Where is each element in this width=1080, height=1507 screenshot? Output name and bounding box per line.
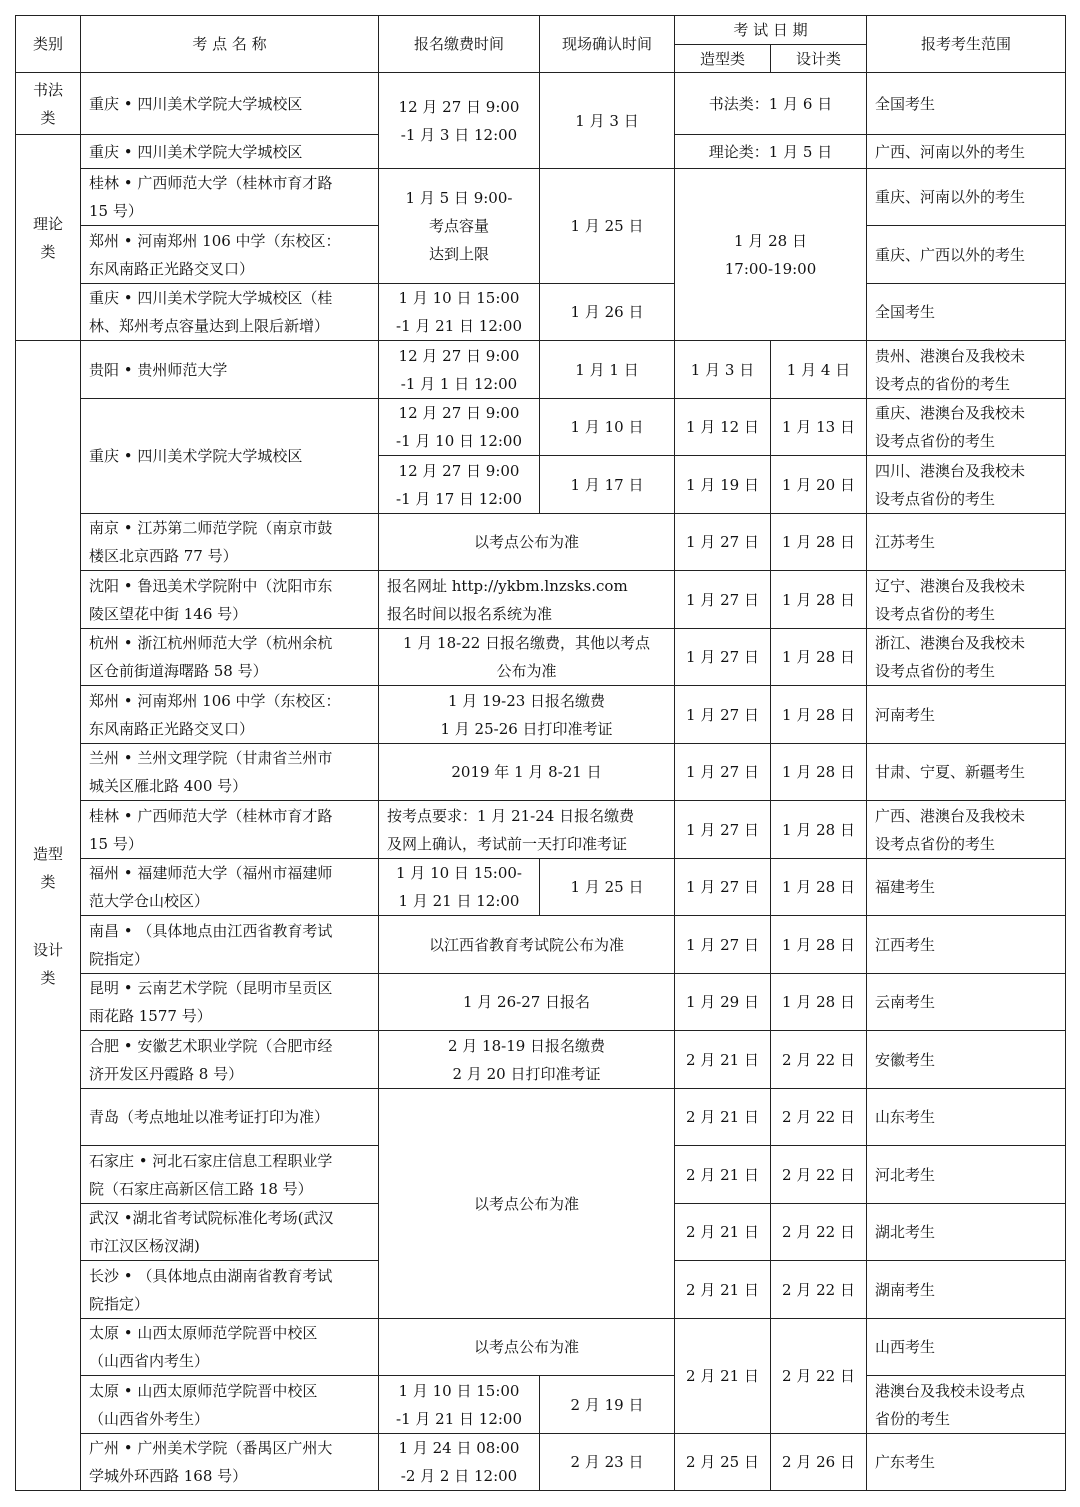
reg-time-cell: 12 月 27 日 9:00 -1 月 17 日 12:00 <box>379 456 540 514</box>
scope-cell: 河南考生 <box>867 686 1066 744</box>
exam-date-cell: 1 月 28 日 17:00-19:00 <box>675 169 867 341</box>
reg-time-cell: 1 月 5 日 9:00- 考点容量 达到上限 <box>379 169 540 284</box>
scope-cell: 贵州、港澳台及我校未 设考点的省份的考生 <box>867 341 1066 399</box>
scope-cell: 湖南考生 <box>867 1261 1066 1319</box>
scope-cell: 重庆、河南以外的考生 <box>867 169 1066 226</box>
shape-date-cell: 1 月 27 日 <box>675 744 771 801</box>
venue-cell: 贵阳 • 贵州师范大学 <box>81 341 379 399</box>
confirm-time-cell: 1 月 26 日 <box>540 284 675 341</box>
reg-time-cell: 1 月 26-27 日报名 <box>379 974 675 1031</box>
shape-date-cell: 2 月 21 日 <box>675 1319 771 1434</box>
shape-date-cell: 1 月 27 日 <box>675 629 771 686</box>
confirm-time-cell: 1 月 17 日 <box>540 456 675 514</box>
design-date-cell: 2 月 22 日 <box>771 1089 867 1146</box>
category-theory: 理论 类 <box>16 135 81 341</box>
table-row <box>16 974 1066 1031</box>
design-date-cell: 2 月 22 日 <box>771 1146 867 1204</box>
scope-cell: 港澳台及我校未设考点 省份的考生 <box>867 1376 1066 1434</box>
design-date-cell: 1 月 20 日 <box>771 456 867 514</box>
venue-cell: 昆明 • 云南艺术学院（昆明市呈贡区 雨花路 1577 号） <box>81 974 379 1031</box>
venue-cell: 兰州 • 兰州文理学院（甘肃省兰州市 城关区雁北路 400 号） <box>81 744 379 801</box>
design-date-cell: 1 月 13 日 <box>771 399 867 456</box>
shape-date-cell: 1 月 12 日 <box>675 399 771 456</box>
header-category: 类别 <box>16 16 81 73</box>
category-shape-design: 造型 类 设计 类 <box>16 341 81 1491</box>
table-row <box>16 916 1066 974</box>
shape-date-cell: 2 月 21 日 <box>675 1089 771 1146</box>
table-row <box>16 801 1066 859</box>
venue-cell: 沈阳 • 鲁迅美术学院附中（沈阳市东 陵区望花中街 146 号） <box>81 571 379 629</box>
shape-date-cell: 1 月 3 日 <box>675 341 771 399</box>
scope-cell: 山东考生 <box>867 1089 1066 1146</box>
header-venue: 考 点 名 称 <box>81 16 379 73</box>
scope-cell: 重庆、广西以外的考生 <box>867 226 1066 284</box>
scope-cell: 甘肃、宁夏、新疆考生 <box>867 744 1066 801</box>
scope-cell: 全国考生 <box>867 73 1066 135</box>
table-row <box>16 73 1066 135</box>
design-date-cell: 1 月 28 日 <box>771 514 867 571</box>
shape-date-cell: 2 月 21 日 <box>675 1261 771 1319</box>
design-date-cell: 1 月 28 日 <box>771 801 867 859</box>
scope-cell: 辽宁、港澳台及我校未 设考点省份的考生 <box>867 571 1066 629</box>
shape-date-cell: 1 月 27 日 <box>675 801 771 859</box>
shape-date-cell: 2 月 21 日 <box>675 1146 771 1204</box>
design-date-cell: 2 月 26 日 <box>771 1434 867 1491</box>
exam-date-cell: 理论类：1 月 5 日 <box>675 135 867 169</box>
table-row <box>16 514 1066 571</box>
scope-cell: 江苏考生 <box>867 514 1066 571</box>
scope-cell: 山西考生 <box>867 1319 1066 1376</box>
reg-time-cell: 1 月 18-22 日报名缴费，其他以考点 公布为准 <box>379 629 675 686</box>
design-date-cell: 1 月 28 日 <box>771 571 867 629</box>
shape-date-cell: 1 月 19 日 <box>675 456 771 514</box>
venue-cell: 武汉 •湖北省考试院标准化考场(武汉 市江汉区杨汊湖) <box>81 1204 379 1261</box>
confirm-time-cell: 1 月 3 日 <box>540 73 675 169</box>
design-date-cell: 2 月 22 日 <box>771 1261 867 1319</box>
scope-cell: 福建考生 <box>867 859 1066 916</box>
shape-date-cell: 1 月 29 日 <box>675 974 771 1031</box>
venue-cell: 重庆 • 四川美术学院大学城校区 <box>81 135 379 169</box>
scope-cell: 四川、港澳台及我校未 设考点省份的考生 <box>867 456 1066 514</box>
venue-cell: 太原 • 山西太原师范学院晋中校区 （山西省内考生） <box>81 1319 379 1376</box>
design-date-cell: 2 月 22 日 <box>771 1204 867 1261</box>
design-date-cell: 1 月 28 日 <box>771 916 867 974</box>
table-row <box>16 686 1066 744</box>
table-row <box>16 169 1066 226</box>
scope-cell: 河北考生 <box>867 1146 1066 1204</box>
reg-time-cell: 1 月 24 日 08:00 -2 月 2 日 12:00 <box>379 1434 540 1491</box>
venue-cell: 杭州 • 浙江杭州师范大学（杭州余杭 区仓前街道海曙路 58 号） <box>81 629 379 686</box>
scope-cell: 浙江、港澳台及我校未 设考点省份的考生 <box>867 629 1066 686</box>
scope-cell: 云南考生 <box>867 974 1066 1031</box>
venue-cell: 郑州 • 河南郑州 106 中学（东校区： 东风南路正光路交叉口） <box>81 686 379 744</box>
scope-cell: 江西考生 <box>867 916 1066 974</box>
reg-time-cell: 2019 年 1 月 8-21 日 <box>379 744 675 801</box>
reg-time-cell: 12 月 27 日 9:00 -1 月 3 日 12:00 <box>379 73 540 169</box>
reg-time-cell: 12 月 27 日 9:00 -1 月 1 日 12:00 <box>379 341 540 399</box>
table-row <box>16 1031 1066 1089</box>
design-date-cell: 1 月 28 日 <box>771 629 867 686</box>
venue-cell: 南京 • 江苏第二师范学院（南京市鼓 楼区北京西路 77 号） <box>81 514 379 571</box>
header-exam-date: 考 试 日 期 <box>675 16 867 45</box>
header-confirm-time: 现场确认时间 <box>540 16 675 73</box>
header-reg-time: 报名缴费时间 <box>379 16 540 73</box>
scope-cell: 广西、河南以外的考生 <box>867 135 1066 169</box>
design-date-cell: 1 月 4 日 <box>771 341 867 399</box>
shape-date-cell: 1 月 27 日 <box>675 859 771 916</box>
reg-time-cell: 按考点要求：1 月 21-24 日报名缴费 及网上确认，考试前一天打印准考证 <box>379 801 675 859</box>
venue-cell: 石家庄 • 河北石家庄信息工程职业学 院（石家庄高新区信工路 18 号） <box>81 1146 379 1204</box>
design-date-cell: 1 月 28 日 <box>771 974 867 1031</box>
reg-time-cell: 报名网址 http://ykbm.lnzsks.com 报名时间以报名系统为准 <box>379 571 675 629</box>
reg-time-cell: 以考点公布为准 <box>379 1319 675 1376</box>
confirm-time-cell: 2 月 19 日 <box>540 1376 675 1434</box>
confirm-time-cell: 1 月 25 日 <box>540 859 675 916</box>
header-design: 设计类 <box>771 45 867 73</box>
scope-cell: 重庆、港澳台及我校未 设考点省份的考生 <box>867 399 1066 456</box>
venue-cell: 合肥 • 安徽艺术职业学院（合肥市经 济开发区丹霞路 8 号） <box>81 1031 379 1089</box>
reg-time-cell: 以江西省教育考试院公布为准 <box>379 916 675 974</box>
reg-time-cell: 1 月 10 日 15:00- 1 月 21 日 12:00 <box>379 859 540 916</box>
reg-time-cell: 12 月 27 日 9:00 -1 月 10 日 12:00 <box>379 399 540 456</box>
venue-cell: 太原 • 山西太原师范学院晋中校区 （山西省外考生） <box>81 1376 379 1434</box>
table-row <box>16 284 1066 341</box>
venue-cell: 重庆 • 四川美术学院大学城校区 <box>81 399 379 514</box>
header-row <box>16 16 1066 45</box>
table-row <box>16 1089 1066 1146</box>
scope-cell: 安徽考生 <box>867 1031 1066 1089</box>
scope-cell: 广东考生 <box>867 1434 1066 1491</box>
venue-cell: 桂林 • 广西师范大学（桂林市育才路 15 号） <box>81 801 379 859</box>
venue-cell: 南昌 • （具体地点由江西省教育考试 院指定） <box>81 916 379 974</box>
venue-cell: 郑州 • 河南郑州 106 中学（东校区： 东风南路正光路交叉口） <box>81 226 379 284</box>
confirm-time-cell: 1 月 25 日 <box>540 169 675 284</box>
scope-cell: 湖北考生 <box>867 1204 1066 1261</box>
table-row <box>16 1319 1066 1376</box>
shape-date-cell: 2 月 21 日 <box>675 1031 771 1089</box>
table-row <box>16 744 1066 801</box>
table-row <box>16 399 1066 456</box>
venue-cell: 青岛（考点地址以准考证打印为准） <box>81 1089 379 1146</box>
header-scope: 报考考生范围 <box>867 16 1066 73</box>
header-shape: 造型类 <box>675 45 771 73</box>
design-date-cell: 1 月 28 日 <box>771 744 867 801</box>
admission-schedule-sheet <box>15 15 1065 1491</box>
confirm-time-cell: 1 月 10 日 <box>540 399 675 456</box>
shape-date-cell: 2 月 25 日 <box>675 1434 771 1491</box>
scope-cell: 广西、港澳台及我校未 设考点省份的考生 <box>867 801 1066 859</box>
scope-cell: 全国考生 <box>867 284 1066 341</box>
reg-time-cell: 以考点公布为准 <box>379 1089 675 1319</box>
reg-time-cell: 以考点公布为准 <box>379 514 675 571</box>
table-row <box>16 1376 1066 1434</box>
design-date-cell: 1 月 28 日 <box>771 686 867 744</box>
design-date-cell: 1 月 28 日 <box>771 859 867 916</box>
venue-cell: 重庆 • 四川美术学院大学城校区（桂 林、郑州考点容量达到上限后新增） <box>81 284 379 341</box>
confirm-time-cell: 2 月 23 日 <box>540 1434 675 1491</box>
design-date-cell: 2 月 22 日 <box>771 1031 867 1089</box>
exam-schedule-table <box>15 15 1066 1491</box>
shape-date-cell: 1 月 27 日 <box>675 571 771 629</box>
table-row <box>16 571 1066 629</box>
table-row <box>16 1434 1066 1491</box>
reg-time-cell: 1 月 10 日 15:00 -1 月 21 日 12:00 <box>379 1376 540 1434</box>
category-calligraphy: 书法 类 <box>16 73 81 135</box>
venue-cell: 广州 • 广州美术学院（番禺区广州大 学城外环西路 168 号） <box>81 1434 379 1491</box>
confirm-time-cell: 1 月 1 日 <box>540 341 675 399</box>
venue-cell: 重庆 • 四川美术学院大学城校区 <box>81 73 379 135</box>
venue-cell: 福州 • 福建师范大学（福州市福建师 范大学仓山校区） <box>81 859 379 916</box>
venue-cell: 桂林 • 广西师范大学（桂林市育才路 15 号） <box>81 169 379 226</box>
reg-time-cell: 1 月 10 日 15:00 -1 月 21 日 12:00 <box>379 284 540 341</box>
reg-time-cell: 1 月 19-23 日报名缴费 1 月 25-26 日打印准考证 <box>379 686 675 744</box>
table-row <box>16 341 1066 399</box>
exam-date-cell: 书法类：1 月 6 日 <box>675 73 867 135</box>
shape-date-cell: 1 月 27 日 <box>675 916 771 974</box>
venue-cell: 长沙 • （具体地点由湖南省教育考试 院指定） <box>81 1261 379 1319</box>
reg-time-cell: 2 月 18-19 日报名缴费 2 月 20 日打印准考证 <box>379 1031 675 1089</box>
table-row <box>16 629 1066 686</box>
shape-date-cell: 1 月 27 日 <box>675 514 771 571</box>
design-date-cell: 2 月 22 日 <box>771 1319 867 1434</box>
table-row <box>16 859 1066 916</box>
shape-date-cell: 1 月 27 日 <box>675 686 771 744</box>
shape-date-cell: 2 月 21 日 <box>675 1204 771 1261</box>
